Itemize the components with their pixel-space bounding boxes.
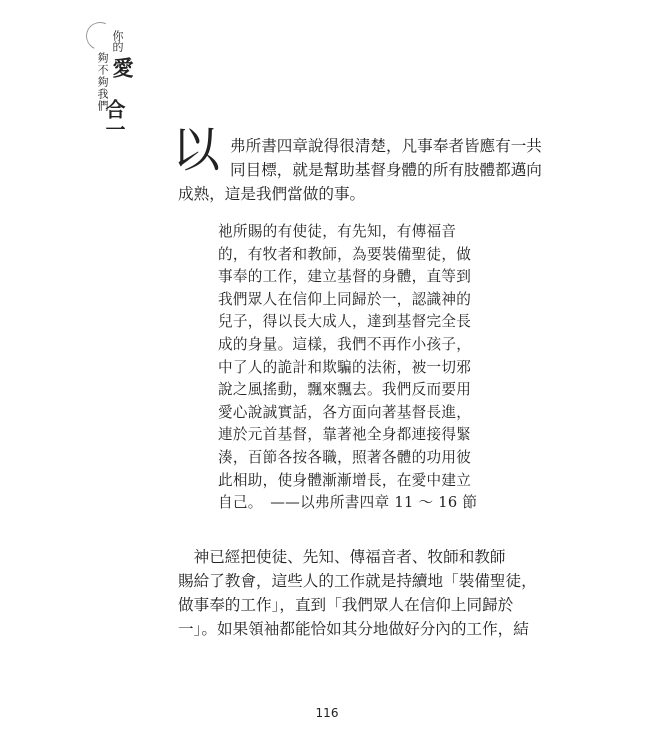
paragraph-line: 一」。如果領袖都能恰如其分地做好分內的工作，結 — [178, 620, 529, 638]
quote-line: 的，有牧者和教師，為要裝備聖徒，做 — [218, 245, 472, 263]
quote-line: 湊，百節各按各職，照著各體的功用彼 — [218, 449, 472, 466]
drop-cap: 以 — [172, 122, 221, 178]
quote-line: 愛心說誠實話，各方面向著基督長進， — [218, 403, 472, 421]
header-title-part2: 夠不夠我們 — [96, 52, 109, 112]
header-title-love: 愛 — [110, 57, 134, 78]
paragraph-line: 神已經把使徒、先知、傳福音者、牧師和教師 — [178, 548, 506, 566]
header-title-he: 合一 — [102, 99, 126, 139]
quote-line: 兒子，得以長大成人，達到基督完全長 — [218, 313, 472, 331]
quote-line: 祂所賜的有使徒，有先知，有傳福音 — [218, 223, 457, 240]
paragraph-line: 同目標，就是幫助基督身體的所有肢體都邁向 — [230, 161, 542, 179]
page-number: 116 — [315, 706, 339, 720]
paragraph-line: 弗所書四章說得很清楚，凡事奉者皆應有一共 — [230, 137, 542, 155]
quote-line: 說之風搖動，飄來飄去。我們反而要用 — [218, 381, 472, 399]
quote-line: 此相助，使身體漸漸增長，在愛中建立 — [218, 471, 472, 489]
paragraph-line: 成熟，這是我們當做的事。 — [178, 185, 366, 203]
quote-line: 成的身量。這樣，我們不再作小孩子， — [218, 336, 472, 353]
quote-line: 自己。 ——以弗所書四章 11 ～ 16 節 — [218, 494, 478, 512]
header-title-part1: 你的 — [111, 30, 124, 52]
quote-line: 我們眾人在信仰上同歸於一，認識神的 — [218, 290, 472, 308]
quote-line: 事奉的工作，建立基督的身體，直等到 — [218, 268, 472, 286]
quote-line: 連於元首基督，靠著祂全身都連接得緊 — [218, 426, 472, 444]
paragraph-line: 賜給了教會，這些人的工作就是持續地「裝備聖徒， — [178, 572, 537, 590]
quote-line: 中了人的詭計和欺騙的法術，被一切邪 — [218, 358, 472, 376]
paragraph-line: 做事奉的工作」，直到「我們眾人在信仰上同歸於 — [178, 596, 514, 614]
